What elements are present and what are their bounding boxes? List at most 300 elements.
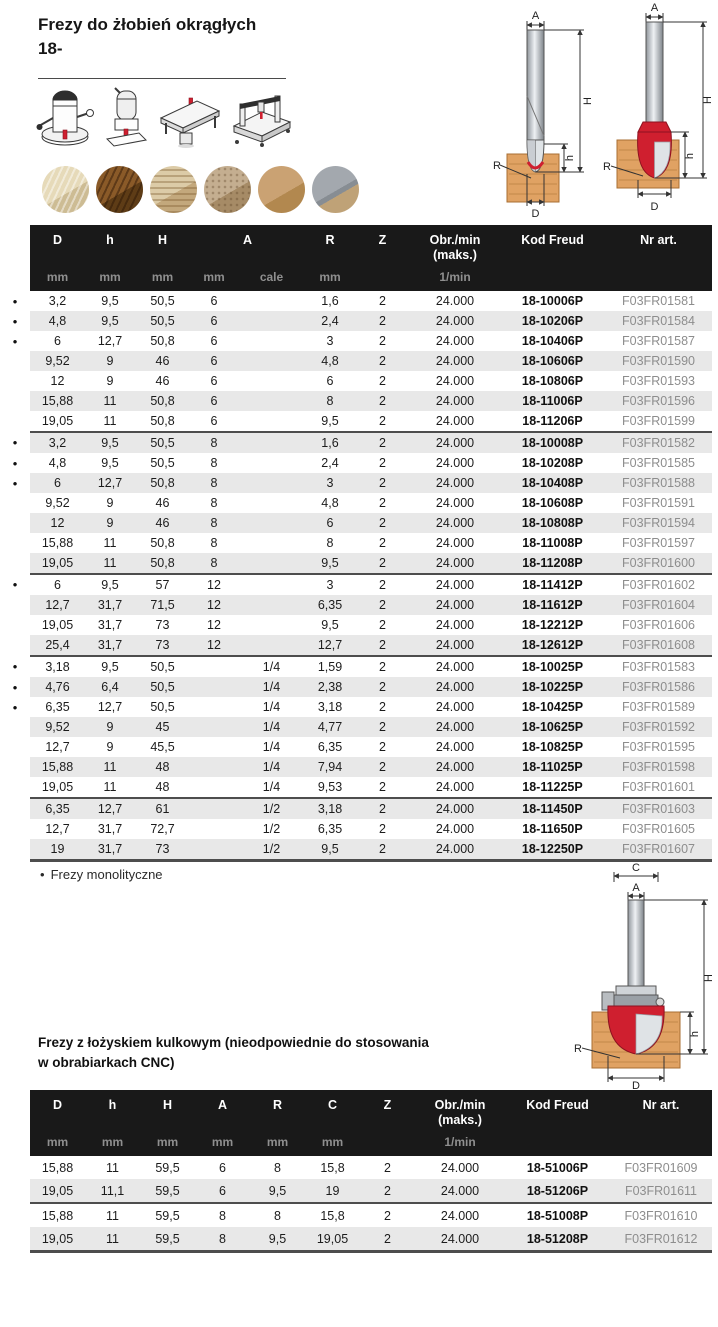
cell-z: 2 (379, 618, 386, 632)
cell-kod-freud: 18-10408P (500, 473, 605, 493)
unit-h: mm (85, 1129, 140, 1156)
monolithic-bullet (0, 391, 30, 411)
cell-z: 2 (379, 700, 386, 714)
cell-d: 19,05 (41, 618, 74, 632)
cell-z: 2 (355, 635, 410, 656)
cell-r: 9,5 (321, 414, 339, 428)
cell-r: 2,4 (305, 311, 355, 331)
cell-a-cale: 1/4 (262, 700, 281, 714)
cell-nr-art: F03FR01583 (605, 656, 712, 677)
cell-a-mm: 6 (190, 311, 238, 331)
cell-rpm: 24.000 (435, 414, 475, 428)
svg-text:C: C (632, 862, 640, 874)
cell-h: 9 (106, 740, 114, 754)
monolithic-bullet (0, 1203, 30, 1227)
footnote-text: Frezy monolityczne (50, 867, 163, 882)
cell-r: 6,35 (317, 822, 343, 836)
unit-kod (500, 264, 605, 291)
cell-kod-freud: 18-10806P (521, 374, 584, 388)
cell-d: 4,76 (30, 677, 85, 697)
cell-d: 9,52 (30, 717, 85, 737)
cell-r: 2,38 (305, 677, 355, 697)
table-row (0, 311, 712, 331)
section2-title-line1: Frezy z łożyskiem kulkowym (nieodpowiednie do stosowania (38, 1035, 429, 1050)
monolithic-bullet: • (0, 311, 30, 331)
cell-h: 31,7 (97, 618, 123, 632)
table-row (0, 291, 712, 311)
cell-nr-art: F03FR01600 (605, 553, 712, 574)
svg-text:R: R (493, 160, 501, 172)
table-row (0, 331, 712, 351)
table-row (0, 839, 712, 861)
col-z: Z (355, 225, 410, 264)
cell-kod-freud: 18-11450P (500, 798, 605, 819)
cell-nr-art: F03FR01608 (605, 635, 712, 656)
svg-text:A: A (531, 10, 540, 22)
cell-h: 12,7 (85, 473, 135, 493)
table-row (0, 513, 712, 533)
cell-h: 9,5 (85, 574, 135, 595)
cell-kod-freud: 18-10208P (521, 456, 584, 470)
table-row (0, 493, 712, 513)
cell-nr-art: F03FR01607 (605, 839, 712, 861)
cell-d: 19,05 (41, 414, 74, 428)
cell-d: 12,7 (30, 595, 85, 615)
unit-h-total: mm (140, 1129, 195, 1156)
svg-text:D: D (531, 208, 540, 220)
cell-d: 6 (54, 334, 61, 348)
cell-h-total: 50,8 (135, 553, 190, 574)
cell-rpm: 24.000 (435, 536, 475, 550)
table-row (0, 798, 712, 819)
cell-r: 3 (326, 334, 334, 348)
svg-text:D: D (650, 201, 659, 213)
cell-a: 6 (219, 1160, 226, 1175)
cell-h-total: 73 (135, 635, 190, 656)
cell-a-mm: 6 (210, 294, 218, 308)
cell-rpm: 24.000 (440, 1160, 480, 1175)
cell-a-mm: 12 (190, 574, 238, 595)
cell-nr-art: F03FR01606 (622, 618, 695, 632)
monolithic-bullet (0, 1227, 30, 1252)
cell-h: 9,5 (85, 656, 135, 677)
cell-kod-freud: 18-10825P (521, 740, 584, 754)
material-softwood-icon (42, 166, 89, 213)
monolithic-bullet: • (0, 697, 30, 717)
cell-d: 19,05 (30, 1179, 85, 1203)
cell-nr-art: F03FR01605 (622, 822, 695, 836)
cell-kod-freud: 18-51006P (526, 1160, 589, 1175)
cell-nr-art: F03FR01590 (605, 351, 712, 371)
cell-h-total: 50,5 (150, 456, 175, 470)
monolithic-bullet: • (0, 432, 30, 453)
monolithic-bullet (0, 777, 30, 798)
unit-rpm: 1/min (415, 1129, 505, 1156)
cell-kod-freud: 18-12612P (500, 635, 605, 656)
cell-rpm: 24.000 (415, 1179, 505, 1203)
cell-d: 15,88 (41, 536, 74, 550)
cell-d: 6 (30, 473, 85, 493)
cell-h: 11 (85, 391, 135, 411)
table-row (0, 677, 712, 697)
col-rpm (415, 1090, 505, 1129)
cell-h-total: 50,5 (150, 294, 175, 308)
material-mdf-icon (258, 166, 305, 213)
cell-rpm: 24.000 (435, 334, 475, 348)
cell-z: 2 (355, 574, 410, 595)
cell-a-cale (238, 411, 305, 432)
cell-nr-art: F03FR01604 (605, 595, 712, 615)
material-hardwood-icon (96, 166, 143, 213)
cell-d: 19,05 (30, 1227, 85, 1252)
monolithic-bullet (0, 351, 30, 371)
cell-h: 9,5 (85, 311, 135, 331)
cell-h: 12,7 (85, 798, 135, 819)
cell-a-mm: 6 (210, 374, 218, 388)
cell-a-cale: 1/4 (262, 780, 281, 794)
monolithic-bullet: • (0, 656, 30, 677)
cell-z: 2 (355, 677, 410, 697)
cell-a-cale (238, 553, 305, 574)
cell-h-total: 50,5 (135, 656, 190, 677)
cell-a-mm: 12 (190, 635, 238, 656)
table-row (0, 595, 712, 615)
table-row (0, 553, 712, 574)
cell-z: 2 (355, 391, 410, 411)
material-chipboard-icon (204, 166, 251, 213)
cell-kod-freud: 18-10008P (500, 432, 605, 453)
col-h: h (85, 225, 135, 264)
unit-a: mm (195, 1129, 250, 1156)
unit-nr (605, 264, 712, 291)
cell-z: 2 (379, 740, 386, 754)
monolithic-bullet (0, 615, 30, 635)
cell-r: 2,4 (321, 456, 339, 470)
monolithic-bullet (0, 411, 30, 432)
cell-a-mm (190, 839, 238, 861)
cell-a-mm: 6 (210, 414, 218, 428)
cell-nr-art: F03FR01582 (605, 432, 712, 453)
cell-a-mm (190, 798, 238, 819)
monolithic-bullet (0, 553, 30, 574)
cell-h-total: 71,5 (135, 595, 190, 615)
monolithic-bullet (0, 493, 30, 513)
col-kod-freud: Kod Freud (505, 1090, 610, 1129)
col-h-total: H (135, 225, 190, 264)
unit-z (360, 1129, 415, 1156)
cell-rpm: 24.000 (415, 1227, 505, 1252)
cell-nr-art: F03FR01593 (622, 374, 695, 388)
material-plywood-icon (150, 166, 197, 213)
monolithic-bullet (0, 839, 30, 861)
cell-d: 19,05 (30, 553, 85, 574)
cell-nr-art: F03FR01588 (605, 473, 712, 493)
cell-r: 1,6 (321, 294, 339, 308)
cell-h: 11 (85, 553, 135, 574)
cnc-machine-icon (231, 90, 293, 148)
unit-nr (610, 1129, 712, 1156)
cell-z: 2 (355, 757, 410, 777)
table-row (0, 615, 712, 635)
cell-h-total: 59,5 (140, 1179, 195, 1203)
cell-z: 2 (379, 414, 386, 428)
cell-a-mm (190, 717, 238, 737)
cell-h-total: 45,5 (150, 740, 175, 754)
cell-z: 2 (360, 1179, 415, 1203)
cell-nr-art: F03FR01595 (622, 740, 695, 754)
cell-rpm: 24.000 (435, 822, 475, 836)
svg-text:R: R (603, 161, 611, 173)
cell-a-cale (238, 595, 305, 615)
cell-nr-art: F03FR01601 (622, 780, 695, 794)
cell-h-total: 59,5 (155, 1160, 180, 1175)
cell-a-cale: 1/2 (238, 839, 305, 861)
cell-a-mm (190, 819, 238, 839)
cell-z: 2 (379, 334, 386, 348)
cell-h-total: 57 (135, 574, 190, 595)
cell-r: 3,18 (317, 700, 343, 714)
cell-a-cale (238, 453, 305, 473)
cell-h: 11 (103, 414, 117, 428)
cell-rpm: 24.000 (410, 677, 500, 697)
cell-a-cale (238, 574, 305, 595)
cell-h-total: 50,5 (150, 700, 175, 714)
cell-kod-freud: 18-51206P (505, 1179, 610, 1203)
cell-h: 9 (85, 717, 135, 737)
cell-h: 12,7 (97, 334, 123, 348)
cell-r: 9,5 (305, 839, 355, 861)
cell-d: 6 (30, 574, 85, 595)
cell-rpm: 24.000 (415, 1203, 505, 1227)
col-kod-freud: Kod Freud (500, 225, 605, 264)
cell-nr-art: F03FR01599 (622, 414, 695, 428)
monolithic-bullet: • (0, 677, 30, 697)
cell-rpm: 24.000 (410, 656, 500, 677)
cell-h-total: 50,5 (135, 311, 190, 331)
cell-a-mm: 8 (210, 496, 218, 510)
cell-h: 11 (106, 1160, 119, 1175)
cell-z: 2 (379, 822, 386, 836)
cell-a-mm: 8 (190, 473, 238, 493)
cell-h-total: 59,5 (140, 1203, 195, 1227)
monolithic-bullet: • (0, 291, 30, 311)
cell-c: 19,05 (305, 1227, 360, 1252)
monolithic-bullet (0, 513, 30, 533)
monolithic-bullet: • (0, 331, 30, 351)
cell-r: 7,94 (305, 757, 355, 777)
cell-kod-freud: 18-10025P (500, 656, 605, 677)
cell-r: 1,6 (305, 432, 355, 453)
cell-h-total: 50,5 (135, 677, 190, 697)
cell-kod-freud: 18-51208P (505, 1227, 610, 1252)
cell-d: 15,88 (41, 1160, 74, 1175)
cell-d: 6,35 (45, 700, 70, 714)
cell-z: 2 (360, 1227, 415, 1252)
cell-r: 9,5 (250, 1227, 305, 1252)
unit-rpm: 1/min (410, 264, 500, 291)
col-rpm-line1: Obr./min (434, 1098, 486, 1112)
cell-d: 3,2 (48, 294, 67, 308)
cell-z: 2 (355, 311, 410, 331)
svg-text:H: H (582, 97, 594, 105)
cell-kod-freud: 18-10206P (500, 311, 605, 331)
footnote-bullet: • (40, 867, 45, 882)
table-row (0, 717, 712, 737)
cell-a-cale (238, 473, 305, 493)
cell-a-cale: 1/2 (262, 822, 281, 836)
cell-r: 8 (250, 1203, 305, 1227)
cell-nr-art: F03FR01602 (605, 574, 712, 595)
cell-kod-freud: 18-11008P (522, 536, 583, 550)
cell-h: 31,7 (85, 839, 135, 861)
cell-kod-freud: 18-12212P (521, 618, 584, 632)
cell-h: 9,5 (101, 456, 119, 470)
table-row (0, 533, 712, 553)
cell-rpm: 24.000 (410, 391, 500, 411)
cell-h: 9 (106, 496, 114, 510)
cell-nr-art: F03FR01612 (610, 1227, 712, 1252)
bearing-bits-table (0, 1090, 712, 1253)
svg-text:h: h (564, 154, 576, 162)
cell-kod-freud: 18-11025P (500, 757, 605, 777)
cell-rpm: 24.000 (410, 595, 500, 615)
cell-nr-art: F03FR01611 (610, 1179, 712, 1203)
unit-h-total: mm (135, 264, 190, 291)
table-row (0, 371, 712, 391)
cell-a-cale (238, 493, 305, 513)
cell-h-total: 46 (135, 513, 190, 533)
cell-d: 12,7 (45, 822, 70, 836)
cell-z: 2 (379, 496, 386, 510)
col-rpm-line2: (maks.) (438, 1113, 482, 1127)
col-a: A (190, 225, 305, 264)
cell-nr-art: F03FR01585 (622, 456, 695, 470)
table-row (0, 697, 712, 717)
cell-a-mm: 12 (190, 595, 238, 615)
svg-text:h: h (684, 152, 696, 160)
cell-rpm: 24.000 (435, 496, 475, 510)
table-row (0, 574, 712, 595)
cell-a-cale (238, 635, 305, 656)
unit-r: mm (250, 1129, 305, 1156)
cell-a-mm (190, 737, 238, 757)
unit-a-cale: cale (238, 264, 305, 291)
table-row (0, 777, 712, 798)
table-row (0, 1203, 712, 1227)
cell-a-mm: 6 (190, 391, 238, 411)
cell-a-mm (190, 677, 238, 697)
cell-rpm: 24.000 (410, 574, 500, 595)
cell-h-total: 50,5 (135, 432, 190, 453)
cell-a-mm: 8 (190, 553, 238, 574)
col-d: D (30, 225, 85, 264)
svg-text:R: R (574, 1043, 582, 1055)
svg-text:H: H (703, 974, 715, 982)
cell-h: 11,1 (85, 1179, 140, 1203)
unit-h: mm (85, 264, 135, 291)
cell-d: 12,7 (45, 740, 70, 754)
cell-kod-freud: 18-10425P (521, 700, 584, 714)
cell-a-cale (238, 513, 305, 533)
cell-nr-art: F03FR01596 (605, 391, 712, 411)
cell-h-total: 59,5 (140, 1227, 195, 1252)
cell-nr-art: F03FR01586 (605, 677, 712, 697)
cell-d: 25,4 (30, 635, 85, 656)
table-row (0, 351, 712, 371)
cell-r: 6 (305, 513, 355, 533)
material-laminated-board-icon (312, 166, 359, 213)
cell-r: 6,35 (305, 595, 355, 615)
cell-a-cale (238, 371, 305, 391)
cell-kod-freud: 18-10606P (500, 351, 605, 371)
monolithic-bullet (0, 371, 30, 391)
cell-kod-freud: 18-11225P (522, 780, 583, 794)
cell-z: 2 (360, 1203, 415, 1227)
cell-r: 3,18 (305, 798, 355, 819)
cell-r: 4,8 (305, 351, 355, 371)
cell-d: 6,35 (30, 798, 85, 819)
cell-z: 2 (355, 553, 410, 574)
router-table-icon (158, 90, 222, 148)
cell-h-total: 46 (155, 374, 170, 388)
svg-text:H: H (702, 96, 714, 104)
cell-a-mm: 8 (190, 513, 238, 533)
table-row (0, 635, 712, 656)
cell-c: 15,8 (305, 1203, 360, 1227)
cell-nr-art: F03FR01597 (622, 536, 695, 550)
cell-a-mm: 8 (210, 456, 218, 470)
footnote-monolithic (40, 867, 163, 882)
cell-z: 2 (355, 798, 410, 819)
cell-rpm: 24.000 (410, 839, 500, 861)
svg-text:A: A (632, 882, 640, 894)
cell-h-total: 48 (155, 780, 170, 794)
cell-r: 1,59 (305, 656, 355, 677)
unit-a-mm: mm (190, 264, 238, 291)
cell-r: 9,5 (321, 618, 339, 632)
cell-h-total: 46 (155, 496, 170, 510)
cell-rpm: 24.000 (410, 351, 500, 371)
cell-r: 3 (305, 574, 355, 595)
cell-h: 11 (85, 757, 135, 777)
table-row (0, 656, 712, 677)
plunge-router-icon (36, 86, 94, 148)
cell-a-mm: 6 (190, 351, 238, 371)
cell-d: 15,88 (30, 757, 85, 777)
cell-h: 9 (106, 374, 114, 388)
cell-rpm: 24.000 (410, 432, 500, 453)
cell-nr-art: F03FR01589 (622, 700, 695, 714)
cell-h: 9 (85, 513, 135, 533)
cell-z: 2 (355, 513, 410, 533)
col-c: C (305, 1090, 360, 1129)
cell-nr-art: F03FR01598 (605, 757, 712, 777)
table-header-row (0, 225, 712, 264)
cell-kod-freud: 18-11006P (500, 391, 605, 411)
monolithic-bullet (0, 757, 30, 777)
cell-a-mm: 8 (190, 432, 238, 453)
cell-d: 4,8 (30, 311, 85, 331)
cell-a-cale (238, 615, 305, 635)
cell-nr-art: F03FR01591 (622, 496, 695, 510)
cell-rpm: 24.000 (435, 780, 475, 794)
cell-h: 11 (103, 536, 117, 550)
cell-z: 2 (355, 717, 410, 737)
table-row (0, 757, 712, 777)
cell-h: 31,7 (97, 822, 123, 836)
gutter-header (0, 225, 30, 264)
cell-a-cale: 1/4 (262, 740, 281, 754)
